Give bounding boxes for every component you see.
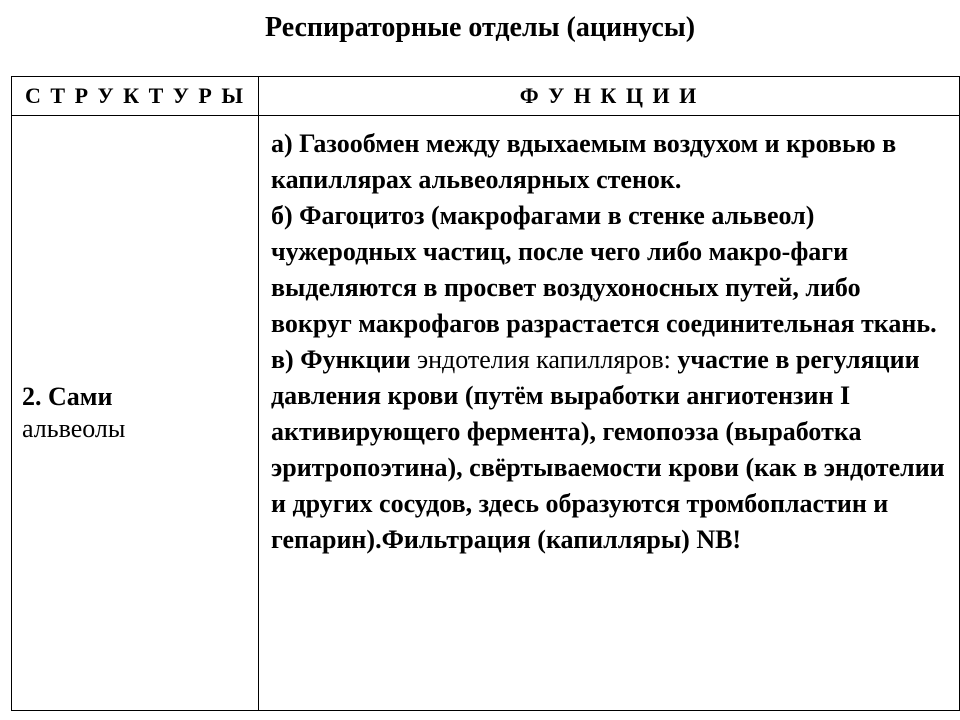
function-a: а) Газообмен между вдыхаемым воздухом и кровью в капиллярах альвеолярных стенок. bbox=[271, 129, 897, 194]
table-header-row bbox=[12, 77, 960, 116]
function-c-text: участие в регуляции давления крови (путём выработки ангиотензин I активирующего фермента), гемопоэза (выработка эритропоэтина), свёртываемости крови (как в эндотелии и других сосудов, здесь образуются тромбопластин и гепарин).Фильтрация (капилляры) NB! bbox=[271, 345, 945, 554]
structures-functions-table bbox=[11, 76, 960, 711]
header-functions-label: Ф У Н К Ц И И bbox=[519, 83, 699, 108]
functions-cell bbox=[259, 116, 960, 711]
structure-cell bbox=[12, 116, 259, 711]
function-c-normal: эндотелия капилляров: bbox=[410, 345, 678, 374]
function-b: б) Фагоцитоз (макрофагами в стенке альвеол) чужеродных частиц, после чего либо макро-фаги выделяются в просвет воздухоносных путей, либо вокруг макрофагов разрастается соединительная ткань. bbox=[271, 201, 937, 338]
header-functions bbox=[259, 77, 960, 116]
header-structures-label: С Т Р У К Т У Р Ы bbox=[25, 83, 245, 108]
table-row bbox=[12, 116, 960, 711]
function-c bbox=[271, 342, 947, 558]
function-c-label: в) Функции bbox=[271, 345, 411, 374]
structure-number: 2. Сами bbox=[22, 382, 113, 411]
header-structures bbox=[12, 77, 259, 116]
structure-name: альвеолы bbox=[22, 414, 126, 443]
page-title: Респираторные отделы (ацинусы) bbox=[264, 12, 696, 43]
